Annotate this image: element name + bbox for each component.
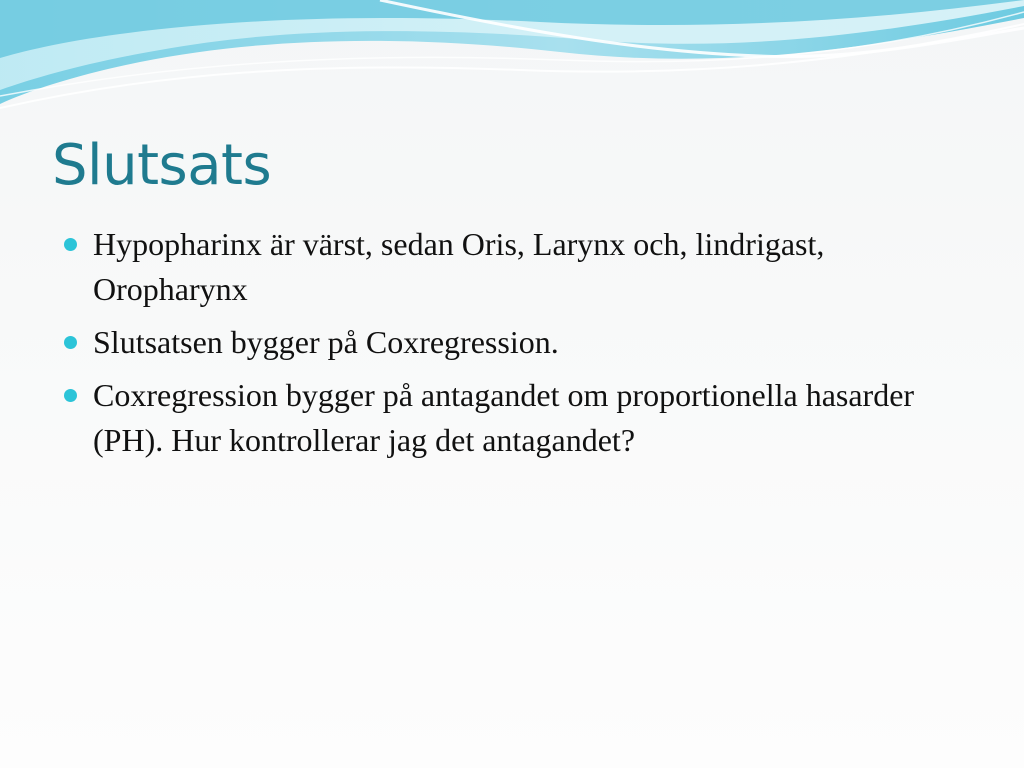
bullet-list	[64, 222, 984, 471]
slide-title: Slutsats	[52, 133, 272, 198]
bullet-item	[64, 373, 984, 463]
bullet-text: Slutsatsen bygger på Coxregression.	[93, 324, 559, 360]
bullet-item	[64, 222, 984, 312]
bullet-dot-icon	[64, 336, 77, 349]
bullet-text: Coxregression bygger på antagandet om proportionella hasarder (PH). Hur kontrollerar jag det antagandet?	[93, 377, 923, 458]
bullet-dot-icon	[64, 238, 77, 251]
bullet-dot-icon	[64, 389, 77, 402]
header-wave-decoration	[0, 0, 1024, 120]
bullet-item	[64, 320, 984, 365]
bullet-text: Hypopharinx är värst, sedan Oris, Larynx och, lindrigast, Oropharynx	[93, 226, 841, 307]
